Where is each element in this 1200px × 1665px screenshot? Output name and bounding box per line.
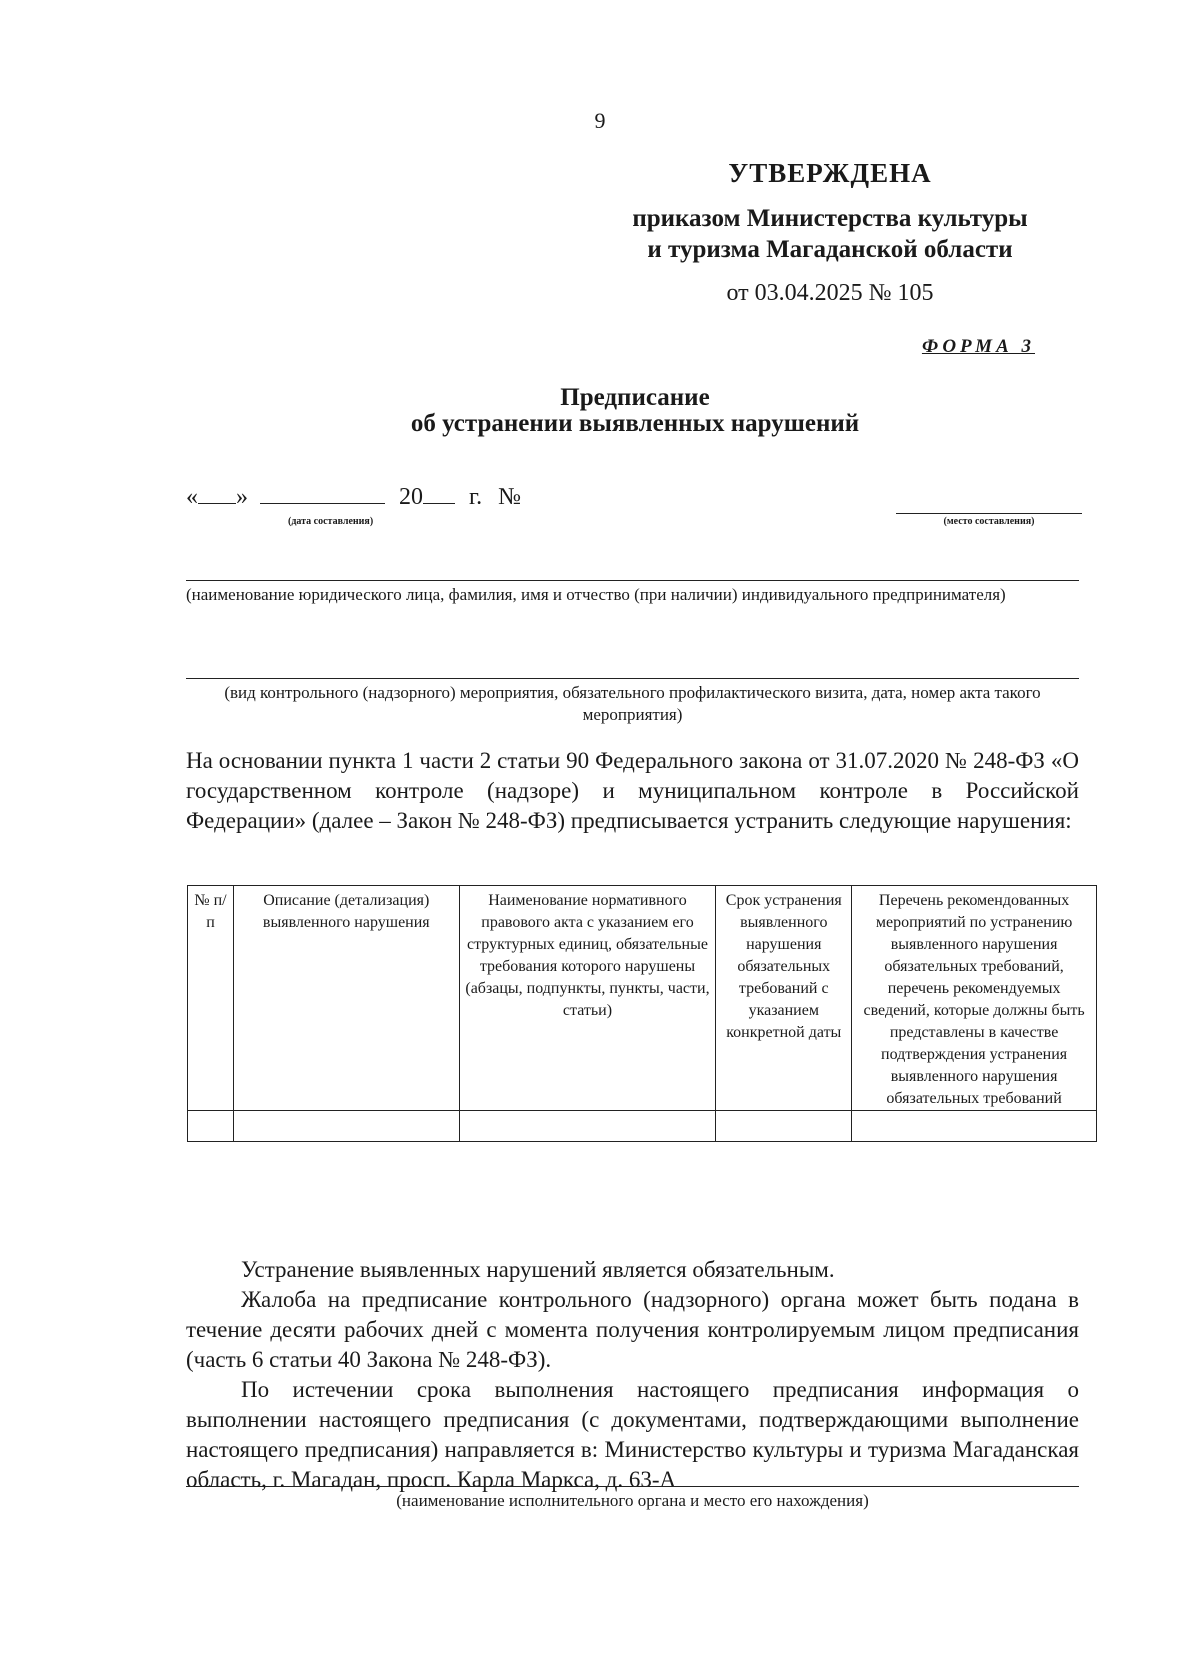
table-header-row [188,886,1097,1111]
cell-description[interactable] [233,1111,459,1142]
intro-paragraph: На основании пункта 1 части 2 статьи 90 Федерального закона от 31.07.2020 № 248-ФЗ «О государственном контроле (надзоре) и муниципальном контроле в Российской Федерации» (далее – Закон № 248-ФЗ) предписывается устранить следующие нарушения: [186,748,1079,833]
year-prefix: 20 [399,484,423,510]
cell-number[interactable] [188,1111,234,1142]
header-deadline: Срок устранения выявленного нарушения обязательных требований с указанием конкретной даты [716,886,852,1111]
executive-line [186,1486,1079,1487]
entity-line[interactable] [186,580,1079,581]
place-caption: (место составления) [943,516,1035,527]
closing-paragraphs [186,1255,1079,1495]
close-quote: » [236,484,248,510]
page-number: 9 [594,108,606,133]
event-line[interactable] [186,678,1079,679]
date-number-row [186,484,521,511]
cell-legal-act[interactable] [459,1111,716,1142]
entity-caption: (наименование юридического лица, фамилия, имя и отчество (при наличии) индивидуального предпринимателя) [186,585,1006,604]
approval-order-line2: и туризма Магаданской области [647,236,1013,263]
place-line[interactable] [896,513,1082,514]
event-caption: (вид контрольного (надзорного) мероприятия, обязательного профилактического визита, дата, номер акта такого мероприятия) [224,683,1041,724]
cell-deadline[interactable] [716,1111,852,1142]
complaint-paragraph: Жалоба на предписание контрольного (надзорного) органа может быть подана в течение десяти рабочих дней с момента получения контролируемым лицом предписания (часть 6 статьи 40 Закона № 248-ФЗ). [186,1287,1079,1372]
table-row [188,1111,1097,1142]
year-blank[interactable] [423,485,455,504]
approval-order-line1: приказом Министерства культуры [632,205,1028,232]
header-legal-act: Наименование нормативного правового акта с указанием его структурных единиц, обязательные требования которого нарушены (абзацы, подпункты, пункты, части, статьи) [459,886,716,1111]
form-label: ФОРМА 3 [921,336,1035,357]
number-sign: № [498,484,522,510]
approval-heading: УТВЕРЖДЕНА [728,158,932,188]
year-suffix: г. [469,484,483,510]
executive-caption: (наименование исполнительного органа и место его нахождения) [396,1491,869,1510]
open-quote: « [186,484,198,510]
report-paragraph: По истечении срока выполнения настоящего предписания информация о выполнении настоящего предписания (с документами, подтверждающими выполнение настоящего предписания) направляется в: Министерство культуры и туризма Магаданская область, г. Магадан, просп. Карла Маркса, д. 63-А [186,1377,1079,1492]
mandatory-paragraph: Устранение выявленных нарушений является обязательным. [241,1257,835,1282]
header-number: № п/п [188,886,234,1111]
document-title: Предписание [560,384,710,411]
cell-measures[interactable] [852,1111,1097,1142]
month-blank[interactable] [260,485,385,504]
day-blank[interactable] [198,485,236,504]
document-subtitle: об устранении выявленных нарушений [410,410,860,437]
header-measures: Перечень рекомендованных мероприятий по устранению выявленного нарушения обязательных требований, перечень рекомендуемых сведений, которые должны быть представлены в качестве подтверждения устранения выявленного нарушения обязательных требований [852,886,1097,1111]
approval-date: от 03.04.2025 № 105 [726,280,934,306]
date-caption: (дата составления) [288,516,374,527]
header-description: Описание (детализация) выявленного нарушения [233,886,459,1111]
violations-table [187,885,1097,1142]
